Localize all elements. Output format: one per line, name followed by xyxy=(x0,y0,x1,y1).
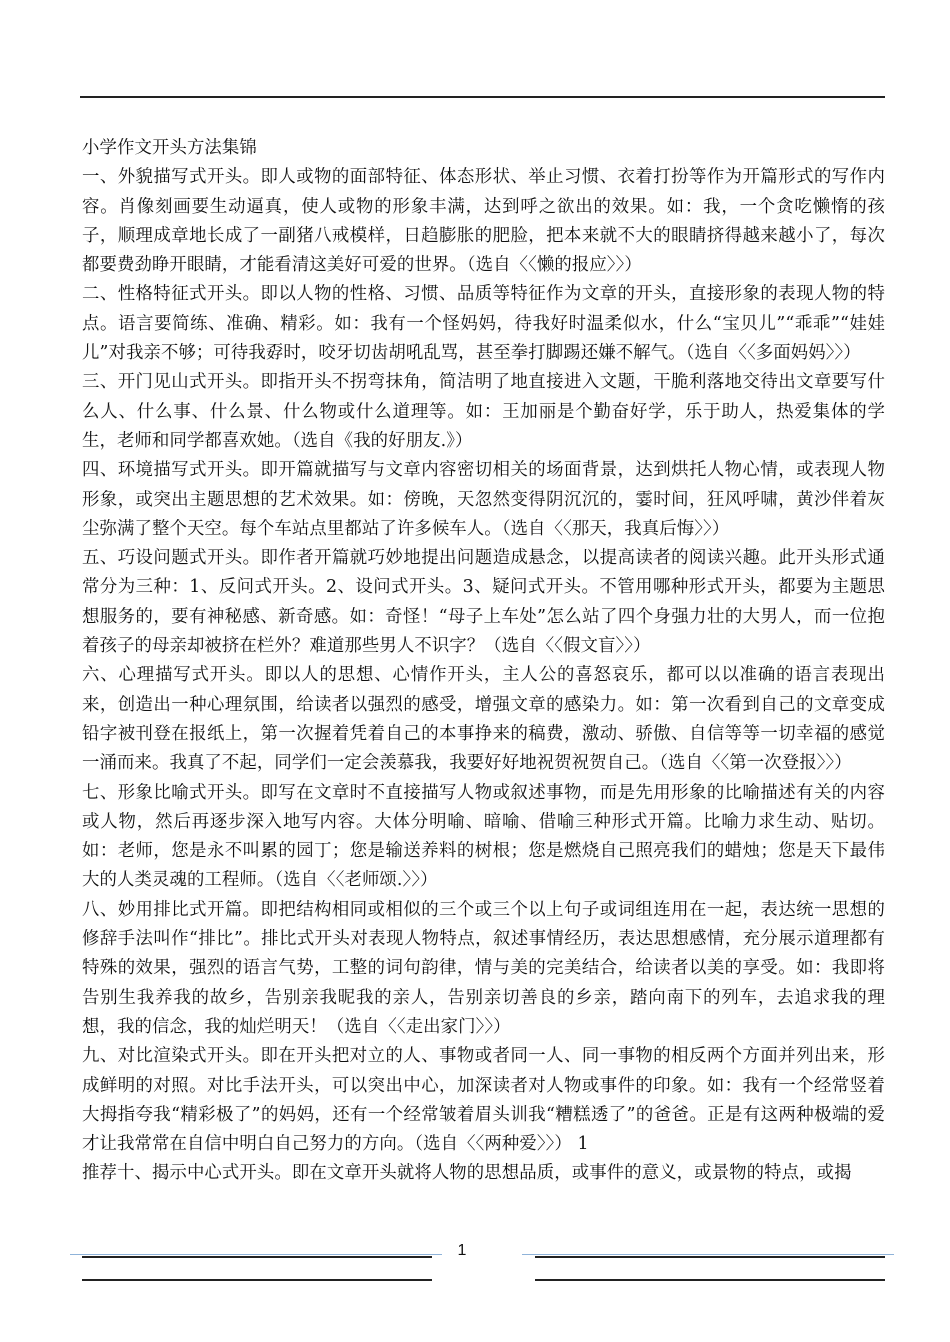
paragraph-10: 推荐十、揭示中心式开头。即在文章开头就将人物的思想品质，或事件的意义，或景物的特点，或揭 xyxy=(82,1163,852,1184)
paragraph-3: 三、开门见山式开头。即指开头不拐弯抹角，简洁明了地直接进入文题，干脆利落地交待出文章要写什么人、什么事、什么景、什么物或什么道理等。如：王加丽是个勤奋好学，乐于助人，热爱集体的学生，老师和同学都喜欢她。（选自《我的好朋友.》） xyxy=(82,372,885,451)
paragraph-1: 一、外貌描写式开头。即人或物的面部特征、体态形状、举止习惯、衣着打扮等作为开篇形式的写作内容。肖像刻画要生动逼真，使人或物的形象丰满，达到呼之欲出的效果。如：我，一个贪吃懒惰的孩子，顺理成章地长成了一副猪八戒模样，日趋膨胀的肥脸，把本来就不大的眼睛挤得越来越小了，每次都要费劲睁开眼睛，才能看清这美好可爱的世界。（选自〈〈懒的报应〉〉） xyxy=(82,167,885,276)
header-rule xyxy=(80,96,885,98)
paragraph-2: 二、性格特征式开头。即以人物的性格、习惯、品质等特征作为文章的开头，直接形象的表现人物的特点。语言要简练、准确、精彩。如：我有一个怪妈妈，待我好时温柔似水，什么“宝贝儿”“乖乖”“娃娃儿”对我亲不够；可待我孬时，咬牙切齿胡吼乱骂，甚至拳打脚踢还嫌不解气。（选自〈〈多面妈妈〉〉） xyxy=(82,284,885,364)
paragraph-6: 六、心理描写式开头。即以人的思想、心情作开头，主人公的喜怒哀乐，都可以以准确的语言表现出来，创造出一种心理氛围，给读者以强烈的感受，增强文章的感染力。如：第一次看到自己的文章变成铅字被刊登在报纸上，第一次握着凭着自己的本事挣来的稿费，激动、骄傲、自信等等一切幸福的感觉一涌而来。我真了不起，同学们一定会羡慕我，我要好好地祝贺祝贺自己。（选自〈〈第一次登报〉〉） xyxy=(82,665,885,774)
footer-rule-lower-right xyxy=(535,1279,885,1281)
document-body xyxy=(82,134,885,1189)
footer-accent-line-left xyxy=(70,1254,442,1255)
footer-accent-line-right xyxy=(522,1254,894,1255)
paragraph-9: 九、对比渲染式开头。即在开头把对立的人、事物或者同一人、同一事物的相反两个方面并列出来，形成鲜明的对照。对比手法开头，可以突出中心，加深读者对人物或事件的印象。如：我有一个经常竖着大拇指夸我“精彩极了”的妈妈，还有一个经常皱着眉头训我“糟糕透了”的爸爸。正是有这两种极端的爱才让我常常在自信中明白自己努力的方向。（选自〈〈两种爱〉〉） 1 xyxy=(82,1046,885,1155)
footer-rule-upper-left xyxy=(82,1256,432,1258)
page-number: 1 xyxy=(457,1242,467,1259)
paragraph-5: 五、巧设问题式开头。即作者开篇就巧妙地提出问题造成悬念，以提高读者的阅读兴趣。此开头形式通常分为三种：1、反问式开头。2、设问式开头。3、疑问式开头。不管用哪种形式开头，都要为主题思想服务的，要有神秘感、新奇感。如：奇怪！“母子上车处”怎么站了四个身强力壮的大男人，而一位抱着孩子的母亲却被挤在栏外？难道那些男人不识字？（选自〈〈假文盲〉〉） xyxy=(82,548,885,657)
footer-rule-lower-left xyxy=(82,1279,432,1281)
footer-rule-upper-right xyxy=(535,1256,885,1258)
paragraph-8: 八、妙用排比式开篇。即把结构相同或相似的三个或三个以上句子或词组连用在一起，表达统一思想的修辞手法叫作“排比”。排比式开头对表现人物特点，叙述事情经历，表达思想感情，充分展示道理都有特殊的效果，强烈的语言气势，工整的词句韵律，情与美的完美结合，给读者以美的享受。如：我即将告别生我养我的故乡，告别亲我昵我的亲人，告别亲切善良的乡亲，踏向南下的列车，去追求我的理想，我的信念，我的灿烂明天！（选自〈〈走出家门〉〉） xyxy=(82,899,885,1037)
paragraph-4: 四、环境描写式开头。即开篇就描写与文章内容密切相关的场面背景，达到烘托人物心情，或表现人物形象，或突出主题思想的艺术效果。如：傍晚，天忽然变得阴沉沉的，霎时间，狂风呼啸，黄沙伴着灰尘弥满了整个天空。每个车站点里都站了许多候车人。（选自〈〈那天，我真后悔〉〉） xyxy=(82,460,885,539)
document-title: 小学作文开头方法集锦 xyxy=(82,138,257,158)
paragraph-7: 七、形象比喻式开头。即写在文章时不直接描写人物或叙述事物，而是先用形象的比喻描述有关的内容或人物，然后再逐步深入地写内容。大体分明喻、暗喻、借喻三种形式开篇。比喻力求生动、贴切。如：老师，您是永不叫累的园丁；您是输送养料的树根；您是燃烧自己照亮我们的蜡烛；您是天下最伟大的人类灵魂的工程师。（选自〈〈老师颂.〉〉） xyxy=(82,782,885,891)
